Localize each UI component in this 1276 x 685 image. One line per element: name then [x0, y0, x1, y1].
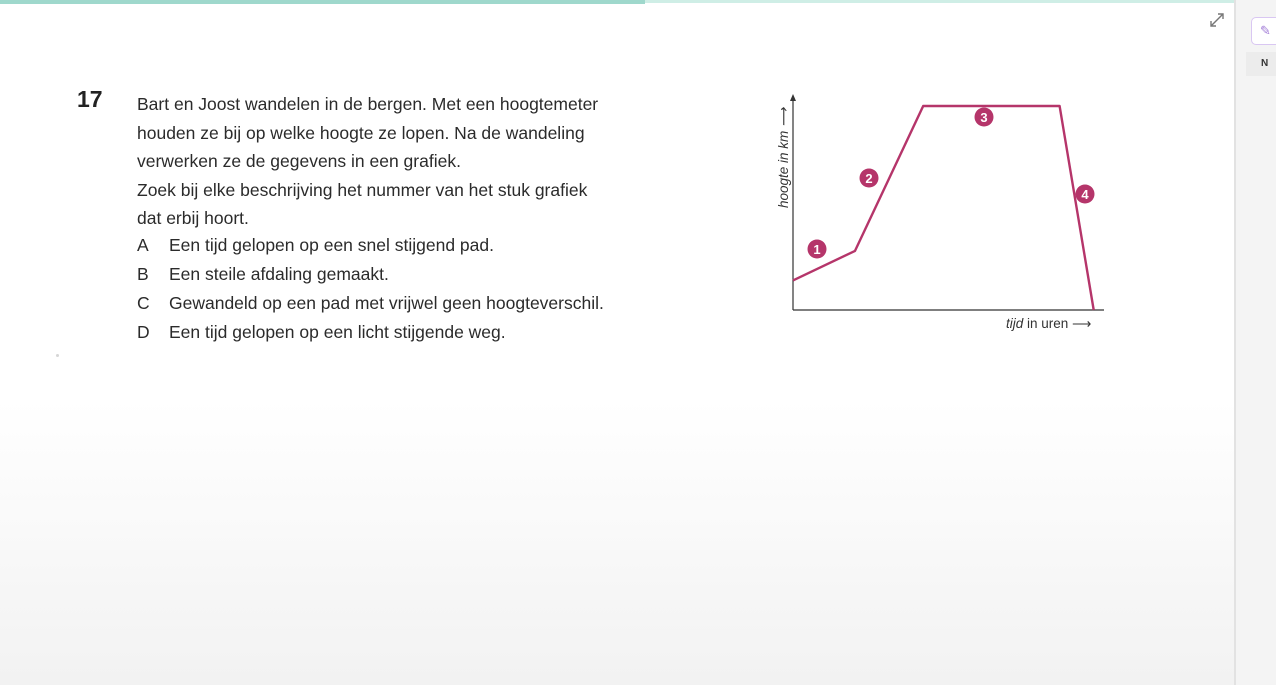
x-axis-label: tijd in uren ⟶ [1006, 316, 1092, 331]
height-time-graph [760, 88, 1120, 348]
question-line: Zoek bij elke beschrijving het nummer van het stuk grafiek [137, 179, 588, 200]
decorative-dot [56, 354, 59, 357]
answer-list [137, 231, 604, 347]
answer-item [137, 318, 604, 347]
side-tab[interactable] [1246, 52, 1276, 76]
answer-letter: C [137, 293, 150, 313]
segment-label: 2 [865, 171, 873, 186]
answer-text: Een steile afdaling gemaakt. [169, 264, 389, 284]
answer-item [137, 289, 604, 318]
segment-marker-2 [860, 169, 879, 188]
edit-button[interactable] [1251, 17, 1276, 45]
edit-icon: ✎ [1260, 23, 1271, 38]
question-line: dat erbij hoort. [137, 208, 249, 228]
segment-marker-4 [1076, 185, 1095, 204]
side-tab-label: N [1261, 58, 1269, 69]
question-text [137, 90, 727, 233]
side-panel [1234, 0, 1276, 685]
segment-label: 1 [813, 242, 821, 257]
x-axis-label-italic: tijd [1006, 316, 1024, 331]
answer-item [137, 231, 604, 260]
answer-item [137, 260, 604, 289]
progress-track [645, 0, 1235, 3]
x-axis-label-rest: in uren [1023, 316, 1069, 331]
question-line: verwerken ze de gegevens in een grafiek. [137, 151, 461, 171]
answer-letter: D [137, 322, 150, 342]
segment-marker-1 [808, 240, 827, 259]
progress-bar [0, 0, 645, 4]
y-axis-arrow [790, 94, 796, 101]
question-line: Bart en Joost wandelen in de bergen. Met een hoogtemeter [137, 94, 599, 114]
expand-icon[interactable] [1208, 11, 1226, 29]
segment-marker-3 [975, 108, 994, 127]
question-line: houden ze bij op welke hoogte ze lopen. Na de wandeling [137, 122, 585, 143]
segment-markers [808, 108, 1095, 259]
answer-letter: B [137, 264, 149, 284]
answer-text: Gewandeld op een pad met vrijwel geen hoogteverschil. [169, 293, 604, 313]
data-line [793, 106, 1094, 310]
segment-label: 3 [980, 110, 988, 125]
segment-label: 4 [1081, 187, 1089, 202]
answer-text: Een tijd gelopen op een snel stijgend pad. [169, 235, 494, 255]
question-number: 17 [77, 86, 103, 112]
answer-letter: A [137, 235, 149, 255]
y-axis-label: hoogte in km ⟶ [776, 107, 791, 208]
answer-text: Een tijd gelopen op een licht stijgende weg. [169, 322, 506, 342]
